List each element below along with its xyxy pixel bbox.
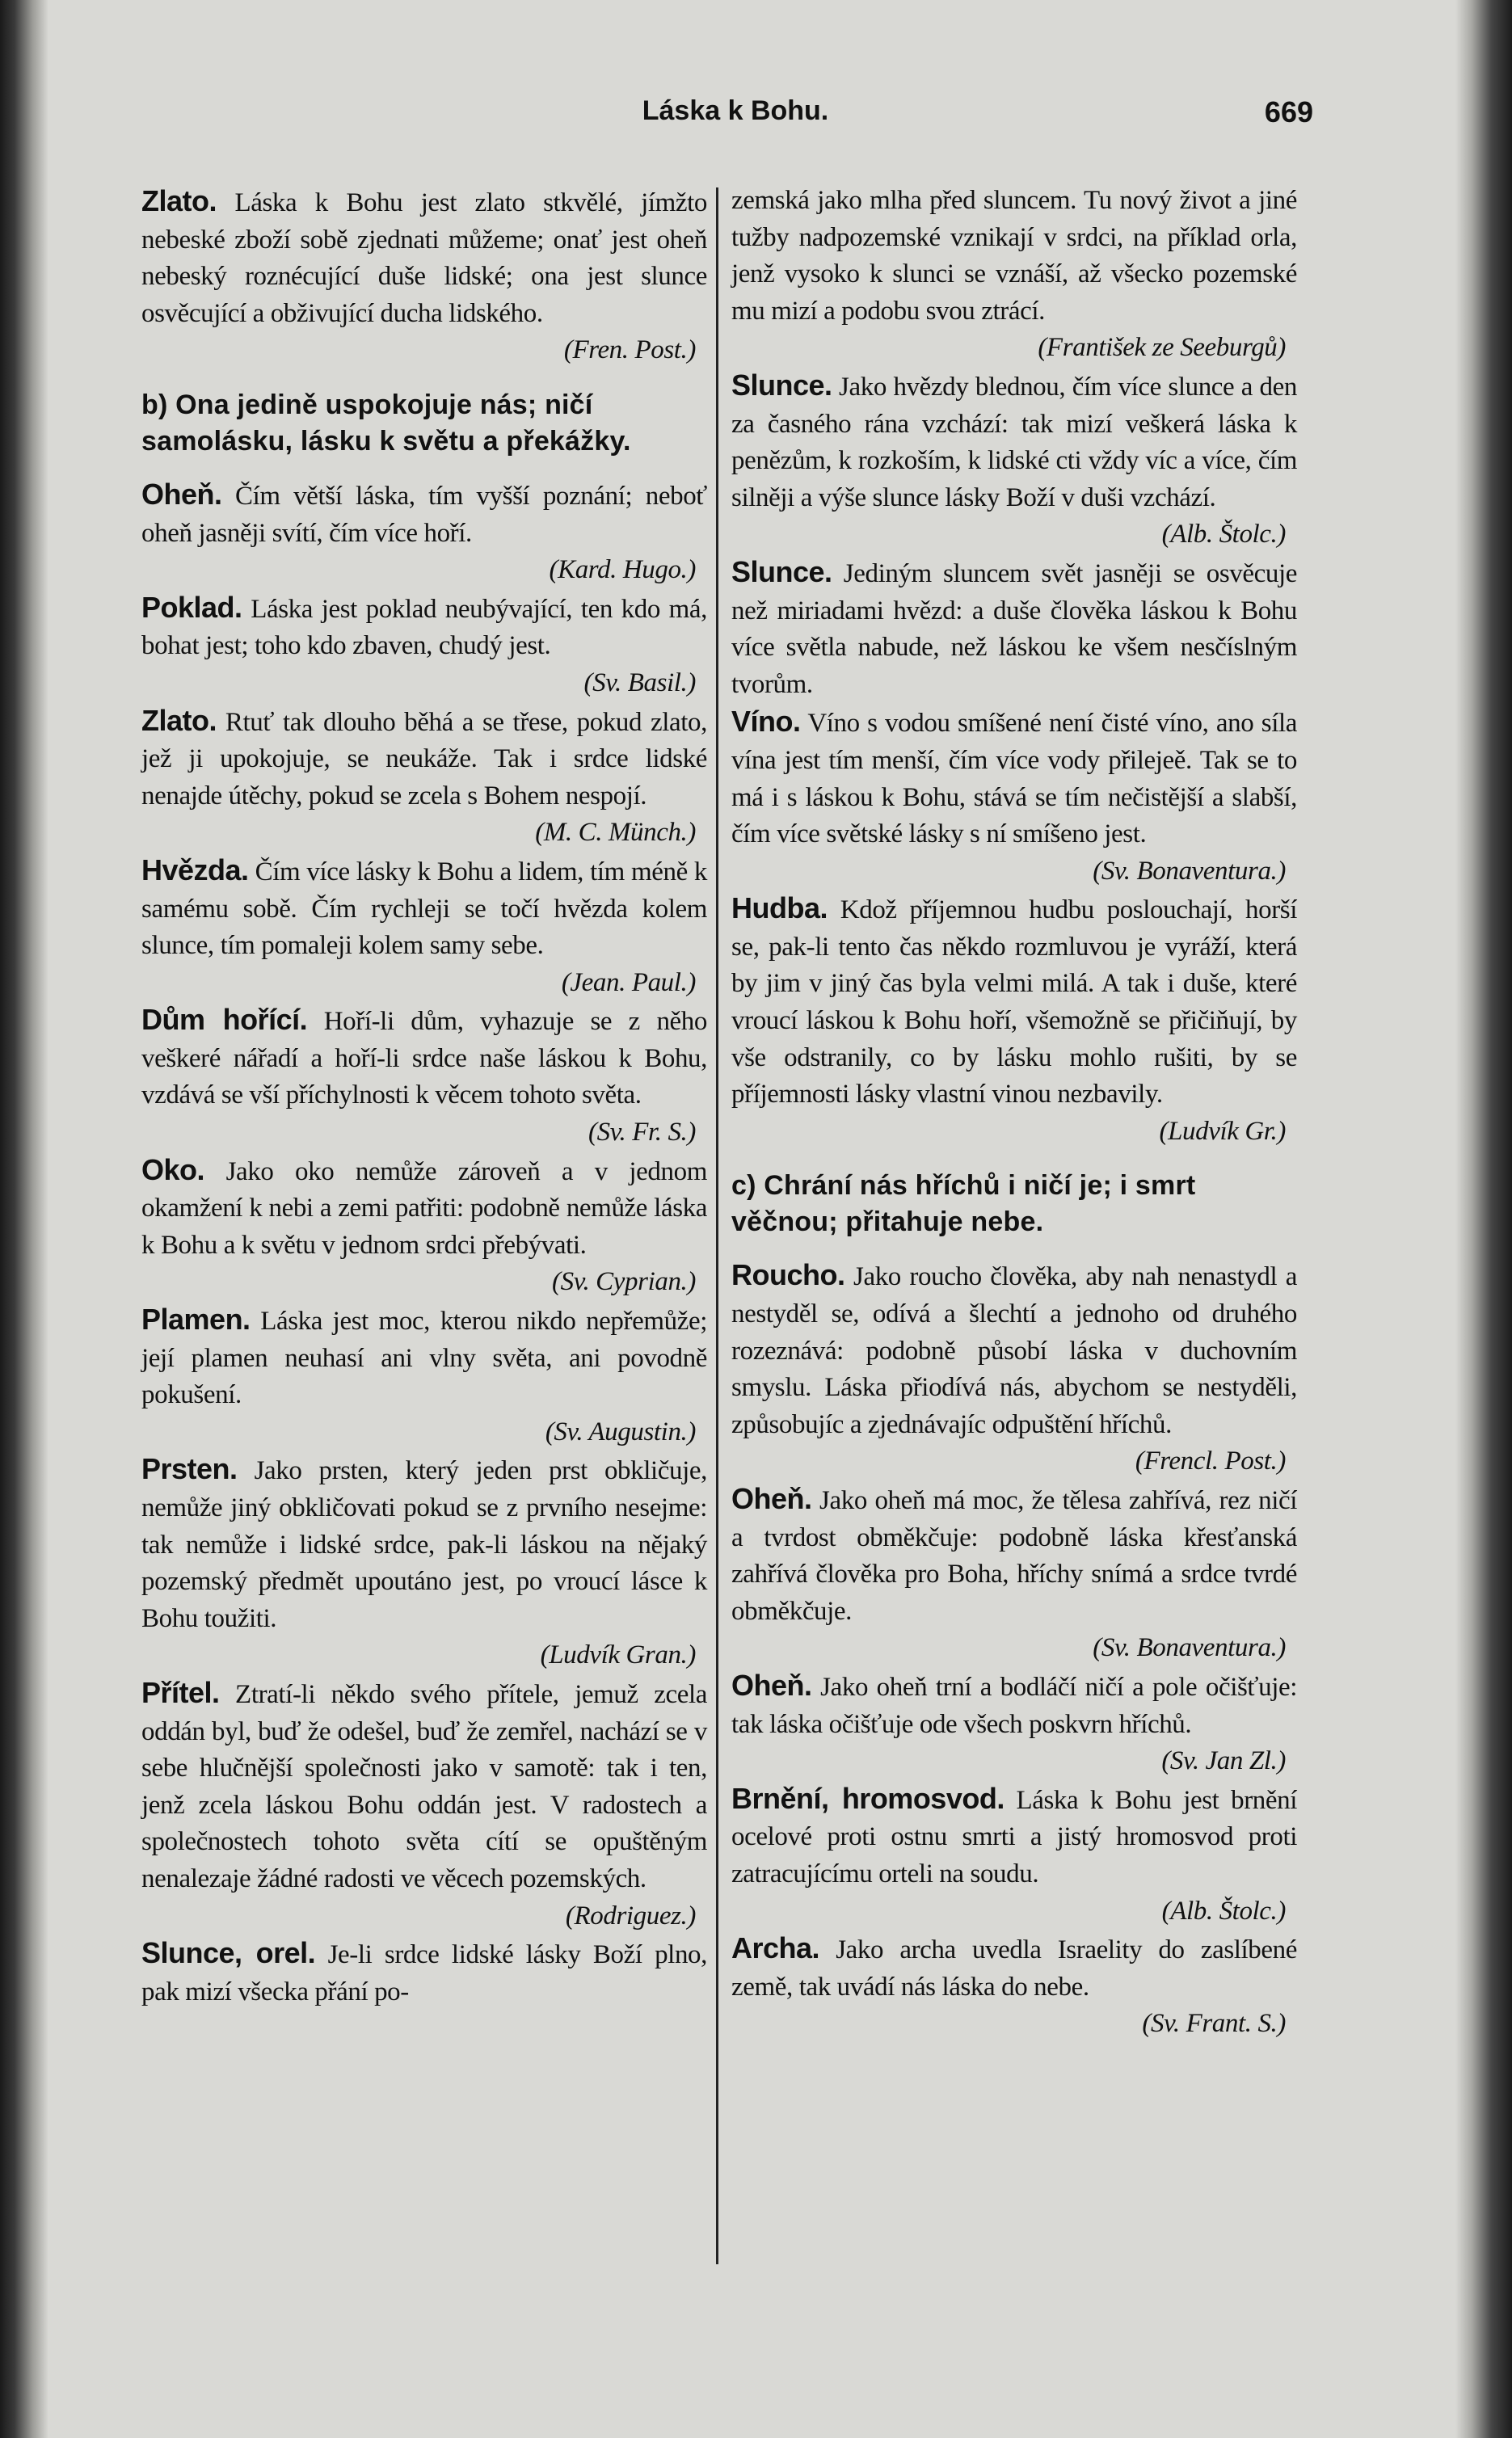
entry-keyword: Slunce.: [731, 368, 832, 402]
entry-text: Láska k Bohu jest zlato stkvělé, jímžto nebeské zboží sobě zjednati můžeme; onať jest oheň nebeský roznécující duše lidské; ona jest slunce osvěcující a obživující ducha lidského.: [141, 188, 707, 328]
entry-keyword: Přítel.: [141, 1675, 220, 1709]
entry: [731, 703, 1297, 890]
entry: [731, 1780, 1297, 1930]
entry-keyword: Archa.: [731, 1931, 820, 1965]
entry: [141, 1674, 707, 1935]
entry-source: (Kard. Hugo.): [549, 555, 696, 585]
entry-text: Čím větší láska, tím vyšší poznání; neboť oheň jasněji svítí, čím více hoří.: [141, 481, 707, 548]
entry: [141, 1152, 707, 1301]
entry-keyword: Plamen.: [141, 1303, 251, 1337]
entry-keyword: Brnění, hromosvod.: [731, 1781, 1004, 1815]
entry-keyword: Zlato.: [141, 703, 217, 737]
entry-keyword: Poklad.: [141, 590, 242, 624]
entry: [731, 1667, 1297, 1780]
entry-source: (Sv. Basil.): [583, 667, 696, 697]
entry-list-a: [141, 183, 707, 369]
entry-text: Láska jest moc, kterou nikdo nepřemůže; její plamen neuhasí ani vlny světa, ani povodně pokušení.: [141, 1307, 707, 1410]
entry-text: Láska k Bohu jest brnění ocelové proti ostnu smrti a jistý hromosvod proti zatracujícímu orteli na soudu.: [731, 1785, 1297, 1889]
scan-shadow-right: [1455, 0, 1512, 2438]
section-heading-c: c) Chrání nás hříchů i ničí je; i smrt věčnou; přitahuje nebe.: [731, 1170, 1196, 1238]
entry-source: (Jean. Paul.): [561, 967, 696, 997]
entry-text: Kdož příjemnou hudbu poslouchají, horší se, pak-li tento čas někdo rozmluvou je vyráží, která by jim v jiný čas byla velmi milá. A tak i duše, které vroucí láskou k Bohu hoří, všemožně se přičiňují, by vše odstranily, co by lásku mohlo rušiti, by se příjemnosti lásky vlastní vinou nezbavily.: [731, 895, 1297, 1110]
right-column: [731, 183, 1297, 2043]
entry-keyword: Hudba.: [731, 891, 828, 925]
entry-source: (Fren. Post.): [563, 335, 696, 365]
running-title: Láska k Bohu.: [642, 95, 829, 126]
entry-keyword: Prsten.: [141, 1452, 238, 1486]
entry-source: (Alb. Štolc.): [1161, 1896, 1286, 1926]
entry: [141, 852, 707, 1001]
entry-source: (Ludvík Gran.): [540, 1640, 696, 1670]
entry-keyword: Slunce, orel.: [141, 1936, 316, 1970]
entry-list-a: [731, 183, 1297, 1150]
entry-source: (Sv. Jan Zl.): [1161, 1746, 1286, 1776]
entry-source: (Sv. Bonaventura.): [1093, 1633, 1286, 1663]
entry-source: (František ze Seeburgů): [1038, 333, 1286, 363]
entry-text: Čím více lásky k Bohu a lidem, tím méně k samému sobě. Čím rychleji se točí hvězda kolem slunce, tím pomaleji kolem samy sebe.: [141, 857, 707, 961]
entry: [141, 1001, 707, 1151]
entry-keyword: Zlato.: [141, 184, 217, 217]
scan-shadow-left: [0, 0, 48, 2438]
entry: [731, 183, 1297, 367]
entry: [141, 183, 707, 369]
entry-source: (Sv. Frant. S.): [1142, 2009, 1286, 2039]
entry-keyword: Oheň.: [731, 1668, 812, 1702]
page-number: 669: [1264, 95, 1313, 128]
entry-text: Je-li srdce lidské lásky Boží plno, pak mizí všecka přání po-: [141, 1940, 707, 2006]
entry-keyword: Oheň.: [141, 477, 222, 511]
left-column: [141, 183, 707, 2011]
entry-keyword: Roucho.: [731, 1258, 845, 1292]
entry: [141, 589, 707, 702]
entry-text: Jako oko nemůže zároveň a v jednom okamžení k nebi a zemi patřiti: podobně nemůže láska k Bohu a k světu v jednom srdci přebývati.: [141, 1156, 707, 1260]
entry: [731, 1480, 1297, 1667]
entry-text: Víno s vodou smíšené není čisté víno, ano síla vína jest tím menší, čím více vody přilejeě. Tak se to má i s láskou k Bohu, stává se tím nečistější a slabší, čím více světské lásky s ní smíšeno jest.: [731, 709, 1297, 849]
entry-text: Jako oheň má moc, že tělesa zahřívá, rez ničí a tvrdost obměkčuje: podobně láska křesťanská zahřívá člověka pro Boha, hříchy snímá a srdce tvrdé obměkčuje.: [731, 1486, 1297, 1626]
entry-source: (M. C. Münch.): [535, 818, 696, 848]
entry: [141, 702, 707, 852]
entry-text: Jediným sluncem svět jasněji se osvěcuje než miriadami hvězd: a duše člověka láskou k Bohu více světla nabude, než láskou ke všem nesčíslným tvorům.: [731, 558, 1297, 699]
entry-text: Jako roucho člověka, aby nah nenastydl a nestyděl se, odívá a šlechtí a jednoho od druhého rozeznává: podobně působí láska v duchovním smyslu. Láska přiodívá nás, abychom se nestyděli, způsobujíc a zjednávajíc odpuštění hříchů.: [731, 1262, 1297, 1439]
entry-list-c: [731, 1257, 1297, 2042]
entry-source: (Sv. Bonaventura.): [1093, 856, 1286, 886]
entry-keyword: Hvězda.: [141, 853, 249, 886]
entry-keyword: Slunce.: [731, 554, 832, 588]
entry-text: Jako archa uvedla Israelity do zaslíbené země, tak uvádí nás láska do nebe.: [731, 1935, 1297, 2002]
entry-text: Hoří-li dům, vyhazuje se z něho veškeré nářadí a hoří-li srdce naše láskou k Bohu, vzdává se vší příchylnosti k věcem tohoto světa.: [141, 1007, 707, 1110]
section-heading-b: b) Ona jedině uspokojuje nás; ničí samolásku, lásku k světu a překážky.: [141, 389, 631, 457]
entry: [141, 1301, 707, 1451]
entry: [731, 554, 1297, 703]
entry: [731, 890, 1297, 1150]
entry-text: Jako hvězdy blednou, čím více slunce a den za časného rána vzchází: tak mizí veškerá láska k penězům, k rozkoším, k lidské cti vždy víc a více, čím silněji a výše slunce lásky Boží v duši vzchází.: [731, 372, 1297, 512]
entry-text: zemská jako mlha před sluncem. Tu nový život a jiné tužby nadpozemské vznikají v srdci, na příklad orla, jenž vysoko k slunci se vznáší, až všecko pozemské mu mizí a podobu svou ztrácí.: [731, 186, 1297, 326]
entry-source: (Alb. Štolc.): [1161, 520, 1286, 549]
entry-text: Jako oheň trní a bodláčí ničí a pole očišťuje: tak láska očišťuje ode všech poskvrn hříchů.: [731, 1672, 1297, 1739]
entry-text: Jako prsten, který jeden prst obkličuje, nemůže jiný obkličovati pokud se z prvního nesejme: tak nemůže i lidské srdce, pak-li láskou na nějaký pozemský předmět upoutáno jest, po vroucí lásce k Bohu toužiti.: [141, 1456, 707, 1633]
entry: [141, 1451, 707, 1674]
column-divider: [716, 187, 718, 2264]
entry-source: (Sv. Fr. S.): [588, 1118, 696, 1147]
entry: [731, 1930, 1297, 2043]
entry-source: (Ludvík Gr.): [1159, 1116, 1286, 1146]
entry-source: (Rodriguez.): [565, 1901, 696, 1931]
entry-keyword: Víno.: [731, 705, 801, 739]
entry: [731, 1257, 1297, 1480]
entry: [141, 1935, 707, 2011]
entry-list-b: [141, 476, 707, 2011]
entry: [141, 476, 707, 589]
entry-keyword: Dům hořící.: [141, 1003, 308, 1037]
entry-keyword: Oko.: [141, 1152, 205, 1186]
entry-source: (Sv. Cyprian.): [552, 1267, 696, 1297]
page-header: [0, 95, 1512, 144]
entry-text: Láska jest poklad neubývající, ten kdo má, bohat jest; toho kdo zbaven, chudý jest.: [141, 594, 707, 661]
entry-source: (Frencl. Post.): [1135, 1446, 1286, 1476]
entry-source: (Sv. Augustin.): [545, 1417, 696, 1446]
entry-text: Rtuť tak dlouho běhá a se třese, pokud zlato, jež ji upokojuje, se neukáže. Tak i srdce lidské nenajde útěchy, pokud se zcela s Bohem nespojí.: [141, 707, 707, 811]
entry-text: Ztratí-li někdo svého přítele, jemuž zcela oddán byl, buď že odešel, buď že zemřel, nachází se v sebe hlučnější společnosti jako v samotě: tak i ten, jenž zcela láskou Bohu oddán jest. V radostech a společnostech tohoto světa cítí se opuštěným nenalezaje žádné radosti ve věcech pozemských.: [141, 1679, 707, 1893]
entry-keyword: Oheň.: [731, 1482, 812, 1515]
entry: [731, 367, 1297, 554]
